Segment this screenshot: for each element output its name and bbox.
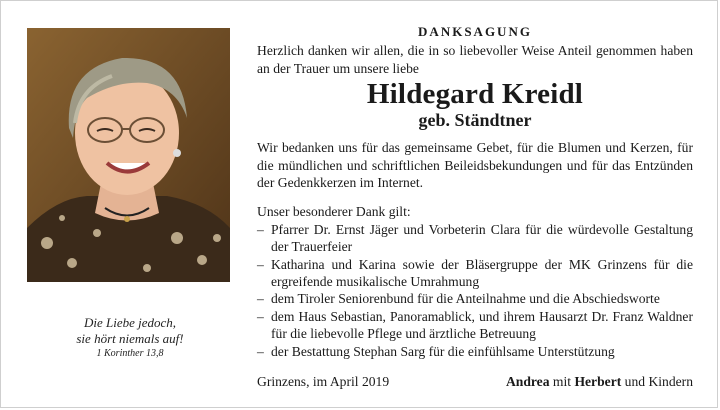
- family-name-2: Herbert: [574, 374, 622, 389]
- thanks-item: – dem Tiroler Seniorenbund für die Anteilnahme und die Abschiedsworte: [257, 290, 693, 307]
- quote-line-1: Die Liebe jedoch,: [83, 315, 177, 330]
- thanks-item: – dem Haus Sebastian, Panoramablick, und ihrem Hausarzt Dr. Franz Waldner für die liebevolle Pflege und ärztliche Betreuung: [257, 308, 693, 343]
- family-name-1: Andrea: [505, 374, 550, 389]
- thanks-item: – Pfarrer Dr. Ernst Jäger und Vorbeterin Clara für die würdevolle Gestaltung der Trauerfeier: [257, 221, 693, 256]
- deceased-name: Hildegard Kreidl: [366, 78, 584, 111]
- place-date: Grinzens, im April 2019: [257, 374, 390, 389]
- thanks-list: [257, 221, 693, 360]
- special-thanks-intro: Unser besonderer Dank gilt:: [257, 204, 411, 220]
- portrait-illustration: [27, 28, 230, 282]
- quote-reference: 1 Korinther 13,8: [96, 348, 164, 359]
- bible-quote: [21, 315, 239, 361]
- family-rest: und Kindern: [624, 374, 693, 389]
- portrait-photo: [27, 28, 230, 282]
- thanks-item: – der Bestattung Stephan Sarg für die einfühlsame Unterstützung: [257, 343, 693, 360]
- family-mit: mit: [552, 374, 572, 389]
- notice-heading: DANKSAGUNG: [418, 24, 532, 39]
- quote-line-2: sie hört niemals auf!: [76, 331, 184, 346]
- thanks-paragraph: Wir bedanken uns für das gemeinsame Gebet, für die Blumen und Kerzen, für die mündlichen und schriftlichen Beileidsbekundungen und für das Entzünden der Gedenkkerzen im Internet.: [257, 140, 693, 191]
- intro-paragraph: Herzlich danken wir allen, die in so liebevoller Weise Anteil genommen haben an der Trauer um unsere liebe: [257, 43, 693, 76]
- family-signature: [506, 374, 693, 390]
- birth-name: geb. Ständtner: [418, 110, 532, 131]
- thanks-item: – Katharina und Karina sowie der Bläsergruppe der MK Grinzens für die ergreifende musikalische Umrahmung: [257, 256, 693, 291]
- notice-text: [257, 23, 693, 360]
